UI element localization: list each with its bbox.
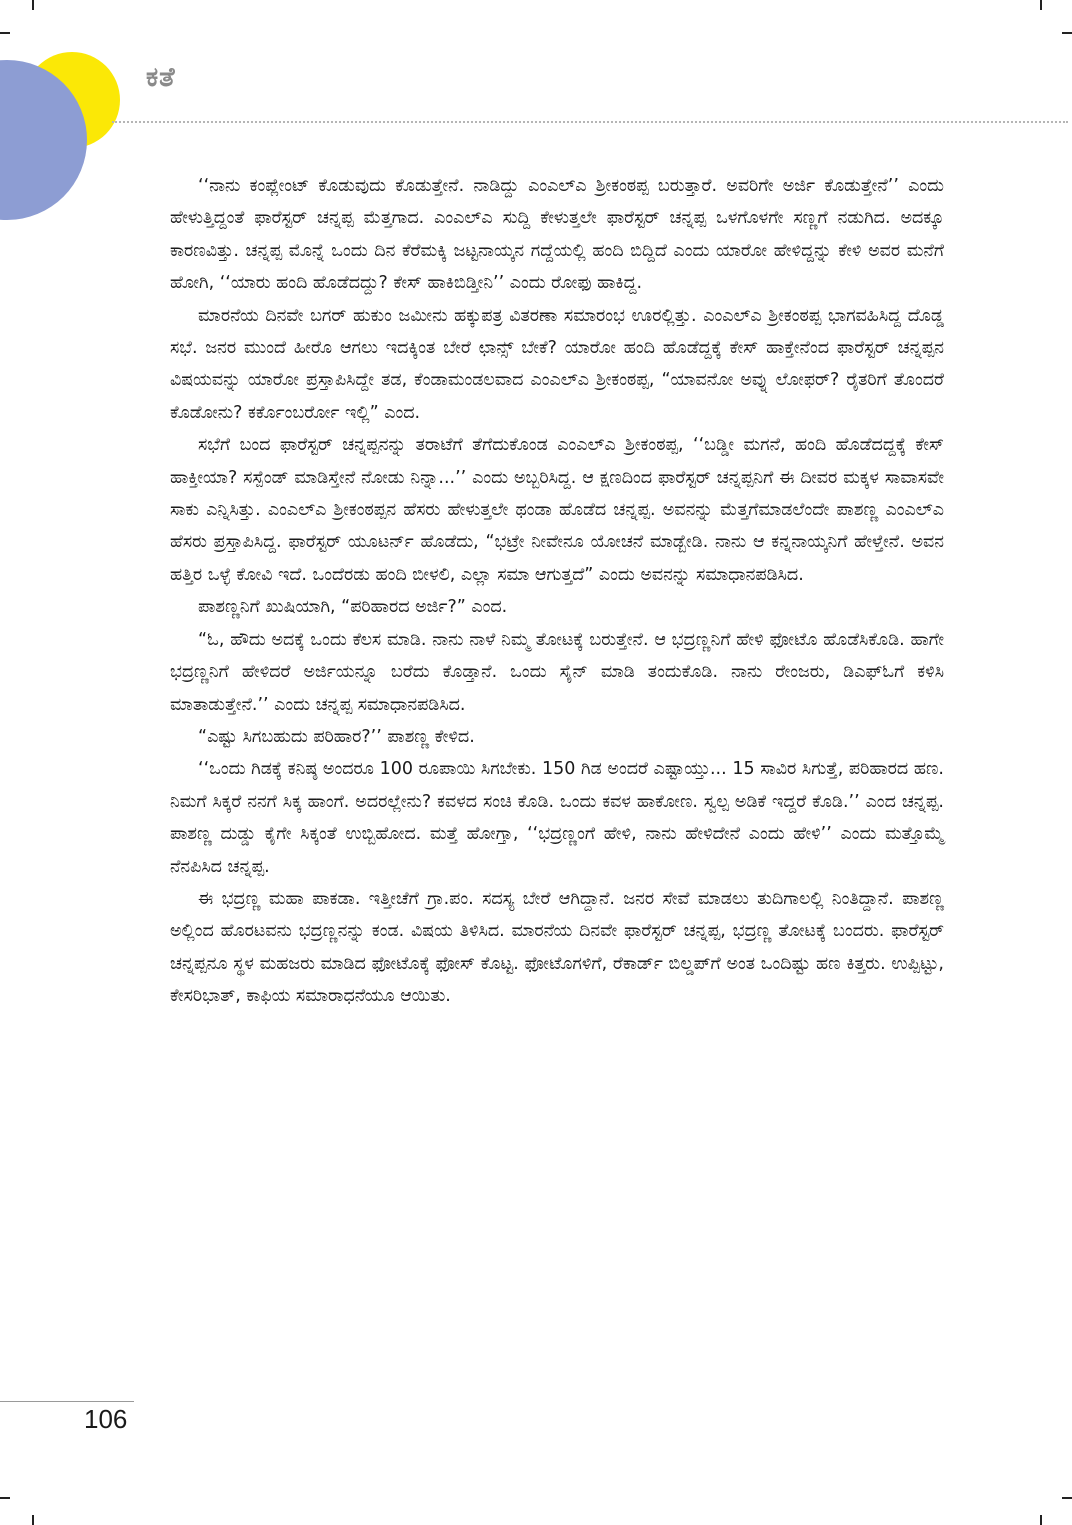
- story-paragraph: ಪಾಶಣ್ಣನಿಗೆ ಖುಷಿಯಾಗಿ, “ಪರಿಹಾರದ ಅರ್ಜಿ?” ಎಂದ.: [198, 597, 508, 618]
- crop-mark: [0, 1497, 10, 1499]
- footer-rule: [0, 1401, 134, 1402]
- page-number: 106: [84, 1404, 128, 1434]
- crop-mark: [32, 0, 34, 10]
- crop-mark: [0, 32, 10, 34]
- story-paragraph: ‘‘ನಾನು ಕಂಪ್ಲೇಂಟ್ ಕೊಡುವುದು ಕೊಡುತ್ತೇನೆ. ನಾಡಿದ್ದು ಎಂಎಲ್ಎ ಶ್ರೀಕಂಠಪ್ಪ ಬರುತ್ತಾರೆ. ಅವರಿಗೇ ಅರ್ಜಿ ಕೊಡುತ್ತೇನೆ’’ ಎಂದು ಹೇಳುತ್ತಿದ್ದಂತೆ ಫಾರೆಸ್ಟರ್ ಚನ್ನಪ್ಪ ಮೆತ್ತಗಾದ. ಎಂಎಲ್ಎ ಸುದ್ದಿ ಕೇಳುತ್ತಲೇ ಫಾರೆಸ್ಟರ್ ಚನ್ನಪ್ಪ ಒಳಗೊಳಗೇ ಸಣ್ಣಗೆ ನಡುಗಿದ. ಅದಕ್ಕೂ ಕಾರಣವಿತ್ತು. ಚನ್ನಪ್ಪ ಮೊನ್ನೆ ಒಂದು ದಿನ ಕೆರೆಮಕ್ಕಿ ಜಟ್ಟನಾಯ್ಕನ ಗದ್ದೆಯಲ್ಲಿ ಹಂದಿ ಬಿದ್ದಿದೆ ಎಂದು ಯಾರೋ ಹೇಳಿದ್ದನ್ನು ಕೇಳಿ ಅವರ ಮನೆಗೆ ಹೋಗಿ, ‘‘ಯಾರು ಹಂದಿ ಹೊಡೆದದ್ದು? ಕೇಸ್ ಹಾಕಿಬಿಡ್ತೀನಿ’’ ಎಂದು ರೋಫು ಹಾಕಿದ್ದ.: [170, 176, 944, 294]
- story-paragraph: “ಎಷ್ಟು ಸಿಗಬಹುದು ಪರಿಹಾರ?’’ ಪಾಶಣ್ಣ ಕೇಳಿದ.: [198, 726, 475, 747]
- story-body: [170, 170, 944, 1013]
- story-paragraph: “ಓ, ಹೌದು ಅದಕ್ಕೆ ಒಂದು ಕೆಲಸ ಮಾಡಿ. ನಾನು ನಾಳೆ ನಿಮ್ಮ ತೋಟಕ್ಕೆ ಬರುತ್ತೇನೆ. ಆ ಭದ್ರಣ್ಣನಿಗೆ ಹೇಳಿ ಫೋಟೊ ಹೊಡೆಸಿಕೊಡಿ. ಹಾಗೇ ಭದ್ರಣ್ಣನಿಗೆ ಹೇಳಿದರೆ ಅರ್ಜಿಯನ್ನೂ ಬರೆದು ಕೊಡ್ತಾನೆ. ಒಂದು ಸೈನ್ ಮಾಡಿ ತಂದುಕೊಡಿ. ನಾನು ರೇಂಜರು, ಡಿಎಫ್ಓಗೆ ಕಳಿಸಿ ಮಾತಾಡುತ್ತೇನೆ.’’ ಎಂದು ಚನ್ನಪ್ಪ ಸಮಾಧಾನಪಡಿಸಿದ.: [170, 629, 944, 715]
- header-dotted-rule: [112, 121, 1068, 123]
- section-label: ಕತೆ: [146, 62, 176, 93]
- crop-mark: [1040, 1515, 1042, 1525]
- crop-mark: [1062, 1497, 1072, 1499]
- crop-mark: [1062, 32, 1072, 34]
- story-paragraph: ‘‘ಒಂದು ಗಿಡಕ್ಕೆ ಕನಿಷ್ಠ ಅಂದರೂ 100 ರೂಪಾಯಿ ಸಿಗಬೇಕು. 150 ಗಿಡ ಅಂದರೆ ಎಷ್ಟಾಯ್ತು... 15 ಸಾವಿರ ಸಿಗುತ್ತೆ, ಪರಿಹಾರದ ಹಣ. ನಿಮಗೆ ಸಿಕ್ಕರೆ ನನಗೆ ಸಿಕ್ಕ ಹಾಂಗೆ. ಅದರಲ್ಲೇನು? ಕವಳದ ಸಂಚಿ ಕೊಡಿ. ಒಂದು ಕವಳ ಹಾಕೋಣ. ಸ್ವಲ್ಪ ಅಡಿಕೆ ಇದ್ದರೆ ಕೊಡಿ.’’ ಎಂದ ಚನ್ನಪ್ಪ. ಪಾಶಣ್ಣ ದುಡ್ಡು ಕೈಗೇ ಸಿಕ್ಕಂತೆ ಉಬ್ಬಿಹೋದ. ಮತ್ತೆ ಹೋಗ್ತಾ, ‘‘ಭದ್ರಣ್ಣಂಗೆ ಹೇಳಿ, ನಾನು ಹೇಳಿದೇನೆ ಎಂದು ಹೇಳಿ’’ ಎಂದು ಮತ್ತೊಮ್ಮೆ ನೆನಪಿಸಿದ ಚನ್ನಪ್ಪ.: [170, 759, 944, 877]
- story-paragraph: ಈ ಭದ್ರಣ್ಣ ಮಹಾ ಪಾಕಡಾ. ಇತ್ತೀಚೆಗೆ ಗ್ರಾ.ಪಂ. ಸದಸ್ಯ ಬೇರೆ ಆಗಿದ್ದಾನೆ. ಜನರ ಸೇವೆ ಮಾಡಲು ತುದಿಗಾಲಲ್ಲಿ ನಿಂತಿದ್ದಾನೆ. ಪಾಶಣ್ಣ ಅಲ್ಲಿಂದ ಹೊರಟವನು ಭದ್ರಣ್ಣನನ್ನು ಕಂಡ. ವಿಷಯ ತಿಳಿಸಿದ. ಮಾರನೆಯ ದಿನವೇ ಫಾರೆಸ್ಟರ್ ಚನ್ನಪ್ಪ, ಭದ್ರಣ್ಣ ತೋಟಕ್ಕೆ ಬಂದರು. ಫಾರೆಸ್ಟರ್ ಚನ್ನಪ್ಪನೂ ಸ್ಥಳ ಮಹಜರು ಮಾಡಿದ ಫೋಟೊಕ್ಕೆ ಫೋಸ್ ಕೊಟ್ಟ. ಫೋಟೊಗಳಿಗೆ, ರೆಕಾರ್ಡ್ ಬಿಲ್ಡಪ್‌ಗೆ ಅಂತ ಒಂದಿಷ್ಟು ಹಣ ಕಿತ್ತರು. ಉಪ್ಪಿಟ್ಟು, ಕೇಸರಿಭಾತ್, ಕಾಫಿಯ ಸಮಾರಾಧನೆಯೂ ಆಯಿತು.: [170, 888, 944, 1007]
- crop-mark: [1040, 0, 1042, 10]
- crop-mark: [32, 1515, 34, 1525]
- story-paragraph: ಸಭೆಗೆ ಬಂದ ಫಾರೆಸ್ಟರ್ ಚನ್ನಪ್ಪನನ್ನು ತರಾಟೆಗೆ ತೆಗೆದುಕೊಂಡ ಎಂಎಲ್ಎ ಶ್ರೀಕಂಠಪ್ಪ, ‘‘ಬಡ್ಡೀ ಮಗನೆ, ಹಂದಿ ಹೊಡೆದದ್ದಕ್ಕೆ ಕೇಸ್ ಹಾಕ್ತೀಯಾ? ಸಸ್ಪೆಂಡ್ ಮಾಡಿಸ್ತೇನೆ ನೋಡು ನಿನ್ನಾ...’’ ಎಂದು ಅಬ್ಬರಿಸಿದ್ದ. ಆ ಕ್ಷಣದಿಂದ ಫಾರೆಸ್ಟರ್ ಚನ್ನಪ್ಪನಿಗೆ ಈ ದೀವರ ಮಕ್ಕಳ ಸಾವಾಸವೇ ಸಾಕು ಎನ್ನಿಸಿತ್ತು. ಎಂಎಲ್ಎ ಶ್ರೀಕಂಠಪ್ಪನ ಹೆಸರು ಹೇಳುತ್ತಲೇ ಥಂಡಾ ಹೊಡೆದ ಚನ್ನಪ್ಪ. ಅವನನ್ನು ಮೆತ್ತಗೆಮಾಡಲೆಂದೇ ಪಾಶಣ್ಣ ಎಂಎಲ್ಎ ಹೆಸರು ಪ್ರಸ್ತಾಪಿಸಿದ್ದ. ಫಾರೆಸ್ಟರ್ ಯೂಟರ್ನ್ ಹೊಡೆದು, “ಭಟ್ರೇ ನೀವೇನೂ ಯೋಚನೆ ಮಾಡ್ಬೇಡಿ. ನಾನು ಆ ಕನ್ನನಾಯ್ಕನಿಗೆ ಹೇಳ್ತೇನೆ. ಅವನ ಹತ್ತಿರ ಒಳ್ಳೆ ಕೋವಿ ಇದೆ. ಒಂದೆರಡು ಹಂದಿ ಬೀಳಲಿ, ಎಲ್ಲಾ ಸಮಾ ಆಗುತ್ತದೆ” ಎಂದು ಅವನನ್ನು ಸಮಾಧಾನಪಡಿಸಿದ.: [170, 435, 944, 585]
- story-paragraph: ಮಾರನೆಯ ದಿನವೇ ಬಗರ್ ಹುಕುಂ ಜಮೀನು ಹಕ್ಕುಪತ್ರ ವಿತರಣಾ ಸಮಾರಂಭ ಊರಲ್ಲಿತ್ತು. ಎಂಎಲ್ಎ ಶ್ರೀಕಂಠಪ್ಪ ಭಾಗವಹಿಸಿದ್ದ ದೊಡ್ಡ ಸಭೆ. ಜನರ ಮುಂದೆ ಹೀರೊ ಆಗಲು ಇದಕ್ಕಿಂತ ಬೇರೆ ಛಾನ್ಸ್ ಬೇಕೆ? ಯಾರೋ ಹಂದಿ ಹೊಡೆದ್ದಕ್ಕೆ ಕೇಸ್ ಹಾಕ್ತೇನೆಂದ ಫಾರೆಸ್ಟರ್ ಚನ್ನಪ್ಪನ ವಿಷಯವನ್ನು ಯಾರೋ ಪ್ರಸ್ತಾಪಿಸಿದ್ದೇ ತಡ, ಕೆಂಡಾಮಂಡಲವಾದ ಎಂಎಲ್ಎ ಶ್ರೀಕಂಠಪ್ಪ, “ಯಾವನೋ ಅವ್ನು ಲೋಫರ್? ರೈತರಿಗೆ ತೊಂದರೆ ಕೊಡೋನು? ಕರ್ಕೊಂಬರ್ರೋ ಇಲ್ಲಿ” ಎಂದ.: [170, 305, 944, 423]
